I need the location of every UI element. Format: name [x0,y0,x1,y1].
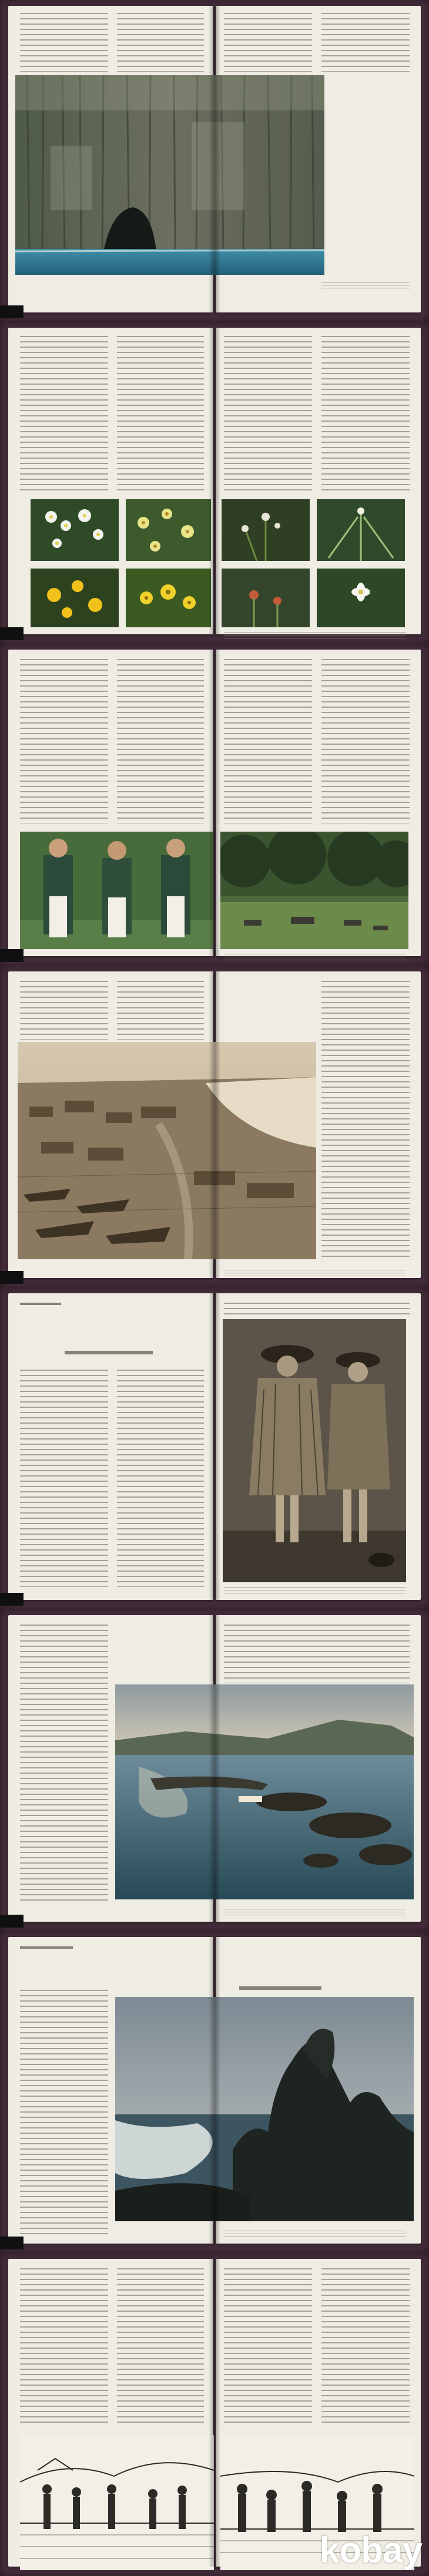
photo-caption [224,632,406,640]
body-text [224,336,312,492]
body-text [117,659,204,823]
right-page [216,1293,421,1600]
left-page [8,2259,213,2567]
body-text [117,336,204,492]
running-head [20,1946,73,1949]
book-shadow [0,305,24,318]
book-gutter [209,650,220,956]
spread-7 [0,1931,429,2253]
section-heading [65,1351,153,1354]
spread-2 [0,322,429,644]
body-text [321,2268,410,2427]
white-lily-photo [317,569,405,627]
spread-3 [0,644,429,966]
book-shadow [0,949,24,962]
book-gutter [209,2259,220,2567]
sea-rock-photo [115,1997,414,2221]
left-page [8,650,213,956]
body-text [321,336,410,492]
photo-caption [321,282,410,290]
book-shadow [0,627,24,640]
fern-flower-photo [317,499,405,561]
body-text [20,981,108,1040]
orchid-photo [222,499,310,561]
body-text [321,981,410,1257]
running-head [20,1303,61,1305]
book-gutter [209,1615,220,1922]
photo-caption [224,1270,406,1278]
lagoon-photo [115,1684,414,1899]
right-page [216,328,421,634]
book-gutter [209,971,220,1278]
body-text [224,659,312,823]
photo-caption [224,1909,406,1917]
old-harbor-photo [18,1042,316,1259]
body-text [20,659,108,823]
shamans-photo [20,832,213,949]
left-page [8,1293,213,1600]
white-flowers-photo [31,499,119,561]
body-text [20,1370,108,1587]
red-bud-photo [222,569,310,627]
right-page [216,2259,421,2567]
photo-caption [224,1587,406,1595]
section-heading [239,1986,321,1990]
stone-grove-photo [220,832,408,949]
body-text [224,1303,410,1316]
book-gutter [209,6,220,312]
kobay-watermark: kobay [319,2530,422,2571]
spread-5 [0,1287,429,1609]
book-shadow [0,1593,24,1606]
basalt-cliff-photo [15,75,324,275]
photo-caption [224,954,406,962]
book-shadow [0,1915,24,1928]
body-text [117,981,204,1040]
spread-8 [0,2253,429,2576]
spread-4 [0,966,429,1287]
book-gutter [209,328,220,634]
straw-cape-men-photo [223,1319,406,1582]
body-text [224,2268,312,2427]
left-page [8,328,213,634]
yellow-blossom-photo [126,569,211,627]
body-text [20,336,108,492]
yellow-flowers-photo [126,499,211,561]
body-text [224,1625,410,1683]
book-gutter [209,1937,220,2244]
right-page [216,650,421,956]
spread-1 [0,0,429,322]
woodcut-procession-illustration [20,2435,214,2570]
body-text [117,1370,204,1587]
body-text [20,2268,108,2427]
body-text [20,1990,108,2237]
book-shadow [0,1271,24,1284]
book-gutter [209,1293,220,1600]
spread-6 [0,1609,429,1931]
body-text [321,13,410,72]
body-text [224,13,312,72]
body-text [321,659,410,823]
body-text [20,13,108,72]
photo-caption [224,2231,406,2239]
golden-flowers-photo [31,569,119,627]
body-text [20,1625,108,1901]
book-shadow [0,2237,24,2249]
body-text [117,2268,204,2427]
body-text [117,13,204,72]
